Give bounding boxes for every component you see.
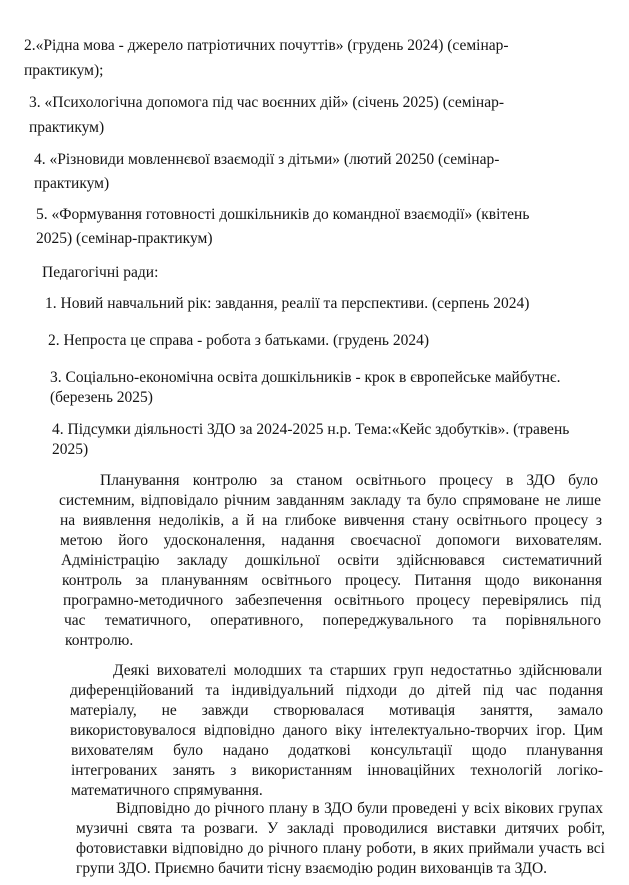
council-item-4-line-2: 2025) (52, 441, 89, 458)
seminar-item-2-line-2: практикум); (24, 62, 104, 79)
council-item-2: 2. Непроста це справа - робота з батьками. (грудень 2024) (48, 332, 429, 349)
seminar-item-2-line-1: 2.«Рідна мова - джерело патріотичних почуттів» (грудень 2024) (семінар- (24, 37, 509, 54)
paragraph-2-line-6: інтегрованих занять з використанням інноваційних технологій логіко- (71, 762, 603, 779)
paragraph-1-line-1: Планування контролю за станом освітнього процесу в ЗДО було (100, 472, 598, 489)
seminar-item-5-line-1: 5. «Формування готовності дошкільників до командної взаємодії» (квітень (36, 206, 530, 223)
council-item-3-line-2: (березень 2025) (50, 389, 153, 406)
paragraph-1-line-9: контролю. (65, 632, 134, 649)
paragraph-1-line-3: на виявлення недоліків, а й на глибоке вивчення стану освітнього процесу з (60, 512, 602, 529)
seminar-item-5-line-2: 2025) (семінар-практикум) (36, 230, 213, 247)
seminar-item-3-line-1: 3. «Психологічна допомога під час воєнних дій» (січень 2025) (семінар- (29, 94, 505, 111)
paragraph-2-line-2: диференційований та індивідуальний підходи до дітей під час подання (70, 682, 603, 699)
seminar-item-4-line-2: практикум) (34, 175, 110, 192)
paragraph-2-line-7: математичного спрямування. (71, 782, 263, 799)
paragraph-1-line-4: метою його удосконалення, надання своєчасної допомоги вихователям. (60, 532, 602, 549)
paragraph-3-line-2: музичні свята та розваги. У закладі проводилися виставки дитячих робіт, (76, 820, 605, 837)
paragraph-2-line-1: Деякі вихователі молодших та старших груп недостатньо здійснювали (113, 662, 602, 679)
paragraph-2-line-5: вихователям було надано додаткові консультації щодо планування (71, 742, 603, 759)
council-item-3-line-1: 3. Соціально-економічна освіта дошкільників - крок в європейське майбутнє. (50, 369, 561, 386)
paragraph-1-line-6: контроль за плануванням освітнього процесу. Питання щодо виконання (62, 572, 602, 589)
council-item-1: 1. Новий навчальний рік: завдання, реалії та перспективи. (серпень 2024) (45, 295, 530, 312)
paragraph-1-line-2: системним, відповідало річним завданням закладу та було спрямоване не лише (59, 492, 601, 509)
paragraph-3-line-3: фотовиставки відповідно до річного плану роботи, в яких приймали участь всі (76, 840, 605, 857)
paragraph-1-line-7: програмно-методичного забезпечення освітнього процесу перевірялись під (63, 592, 601, 609)
councils-heading: Педагогічні ради: (42, 264, 159, 281)
paragraph-1-line-5: Адміністрацію закладу дошкільної освіти здійснювався систематичний (61, 552, 602, 569)
council-item-4-line-1: 4. Підсумки діяльності ЗДО за 2024-2025 н.р. Тема:«Кейс здобутків». (травень (52, 421, 570, 438)
seminar-item-3-line-2: практикум) (29, 119, 105, 136)
paragraph-2-line-3: матеріалу, не завжди створювалася мотивація заняття, замало (70, 702, 603, 719)
paragraph-2-line-4: використовувалося відповідно даного віку інтелектуально-творчих ігор. Цим (70, 722, 603, 739)
paragraph-1-line-8: час тематичного, оперативного, попереджувального та порівняльного (64, 612, 601, 629)
paragraph-3-line-1: Відповідно до річного плану в ЗДО були проведені у всіх вікових групах (116, 800, 603, 817)
seminar-item-4-line-1: 4. «Різновиди мовленнєвої взаємодії з дітьми» (лютий 20250 (семінар- (34, 151, 500, 168)
paragraph-3-line-4: групи ЗДО. Приємно бачити тісну взаємодію родин вихованців та ЗДО. (76, 860, 548, 877)
